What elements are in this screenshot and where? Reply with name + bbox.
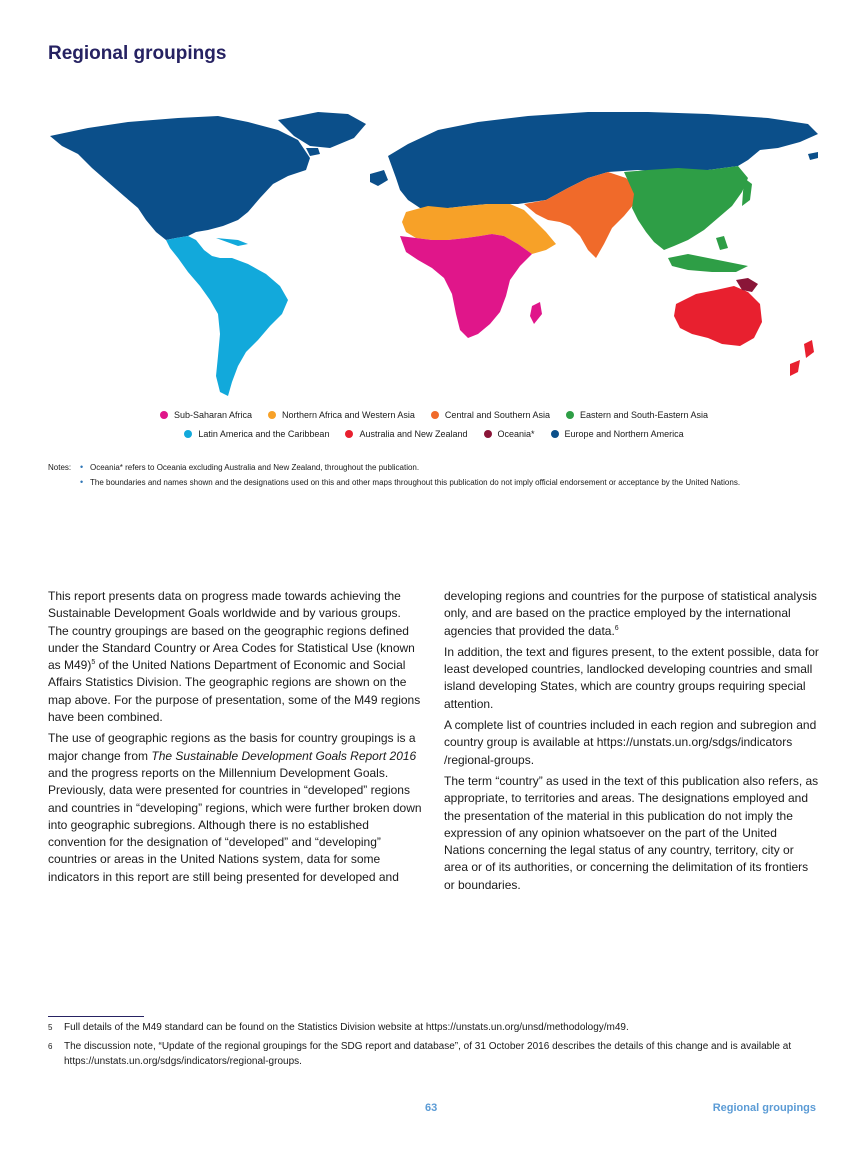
- legend-item: [484, 429, 535, 439]
- legend-label: Latin America and the Caribbean: [198, 429, 330, 439]
- footnote-ref: 5: [91, 659, 96, 667]
- legend-swatch: [160, 411, 168, 419]
- legend-item: [184, 429, 329, 439]
- footnote-number: 6: [48, 1042, 53, 1051]
- paragraph: In addition, the text and figures present, to the extent possible, data for least developed countries, landlocked developing countries and small island developing States, which are country groups requiring special attention.: [444, 644, 819, 711]
- legend-label: Central and Southern Asia: [444, 410, 550, 420]
- footnote: [48, 1020, 820, 1035]
- footnote-ref: 6: [614, 624, 619, 632]
- region-latin-america-caribbean: [166, 236, 288, 396]
- legend-label: Sub-Saharan Africa: [173, 410, 252, 420]
- paragraph: The use of geographic regions as the basis for country groupings is a major change from The Sustainable Development Goals Report 2016 and the progress reports on the Millennium Development Goals. Previously, data were presented for countries in “developed” regions and countries in “developing” regions, which were further broken down into geographic subregions. Although there is no established convention for the designation of “developed” and “developing” countries or areas in the United Nations system, data for some indicators in this report are still being presented for developed and: [48, 731, 422, 884]
- legend-label: Eastern and South-Eastern Asia: [579, 410, 709, 420]
- legend-label: Oceania*: [497, 429, 535, 439]
- footnote-number: 5: [48, 1023, 53, 1032]
- paragraph: This report presents data on progress made towards achieving the Sustainable Development Goals worldwide and by various groups. The country groupings are based on the geographic regions defined under the Standard Country or Area Codes for Statistical Use (known as M49)$^5$ of the United Nations Department of Economic and Social Affairs Statistics Division. The geographic regions are shown on the map above. For the purpose of presentation, some of the M49 regions have been combined.: [48, 589, 421, 725]
- paragraph: The term “country” as used in the text of this publication also refers, as appropriate, to territories and areas. The designations employed and the presentation of the material in this publication do not imply the expression of any opinion whatsoever on the part of the United Nations concerning the legal status of any country, territory, city or area or of its authorities, or concerning the delimitation of its frontiers or boundaries.: [444, 773, 819, 892]
- note-text: The boundaries and names shown and the designations used on this and other maps throughout this publication do not imply official endorsement or acceptance by the United Nations.: [90, 478, 741, 487]
- footnote: [48, 1039, 820, 1069]
- paragraph: developing regions and countries for the purpose of statistical analysis only, and are based on the practice employed by the international agencies that provided the data.$^6$: [444, 589, 817, 638]
- region-eastern-southeastern-asia: [624, 166, 752, 272]
- legend-item: [160, 410, 252, 420]
- map-notes: [48, 463, 740, 493]
- legend-row-1: [48, 410, 820, 420]
- legend-swatch: [345, 430, 353, 438]
- paragraph: A complete list of countries included in each region and subregion and country group is available at https://unstats.un.org/sdgs/indicators /regional-groups.: [444, 718, 817, 767]
- running-title: Regional groupings: [712, 1102, 816, 1114]
- footnote-text: The discussion note, “Update of the regional groupings for the SDG report and database”, of 31 October 2016 describes the details of this change and is available at https://unstats.un.org/sdgs/indicators/regional-groups.: [64, 1041, 792, 1067]
- region-australia-new-zealand: [674, 286, 814, 376]
- bullet-icon: •: [80, 462, 84, 472]
- legend-label: Europe and Northern America: [564, 429, 684, 439]
- legend-item: [345, 429, 467, 439]
- legend-item: [551, 429, 684, 439]
- bullet-icon: •: [80, 477, 84, 487]
- legend-swatch: [431, 411, 439, 419]
- map-legend: [48, 410, 820, 448]
- notes-label: Notes:: [48, 463, 72, 472]
- footnote-divider: [48, 1016, 144, 1017]
- legend-label: Northern Africa and Western Asia: [281, 410, 415, 420]
- legend-row-2: [48, 429, 820, 439]
- legend-swatch: [566, 411, 574, 419]
- report-title: The Sustainable Development Goals Report 2016: [151, 748, 417, 763]
- world-map: [48, 108, 820, 400]
- footnotes: [48, 1020, 820, 1073]
- legend-swatch: [484, 430, 492, 438]
- legend-item: [431, 410, 550, 420]
- legend-item: [566, 410, 708, 420]
- legend-swatch: [551, 430, 559, 438]
- legend-swatch: [184, 430, 192, 438]
- body-column-left: [48, 588, 424, 890]
- legend-label: Australia and New Zealand: [359, 429, 468, 439]
- legend-item: [268, 410, 415, 420]
- body-column-right: [444, 588, 820, 898]
- footnote-text: Full details of the M49 standard can be found on the Statistics Division website at https://unstats.un.org/unsd/methodology/m49.: [64, 1022, 629, 1033]
- note-text: Oceania* refers to Oceania excluding Australia and New Zealand, throughout the publication.: [90, 463, 420, 472]
- legend-swatch: [268, 411, 276, 419]
- page-number: 63: [425, 1102, 438, 1114]
- region-sub-saharan-africa: [400, 234, 542, 338]
- page-title: Regional groupings: [48, 43, 227, 64]
